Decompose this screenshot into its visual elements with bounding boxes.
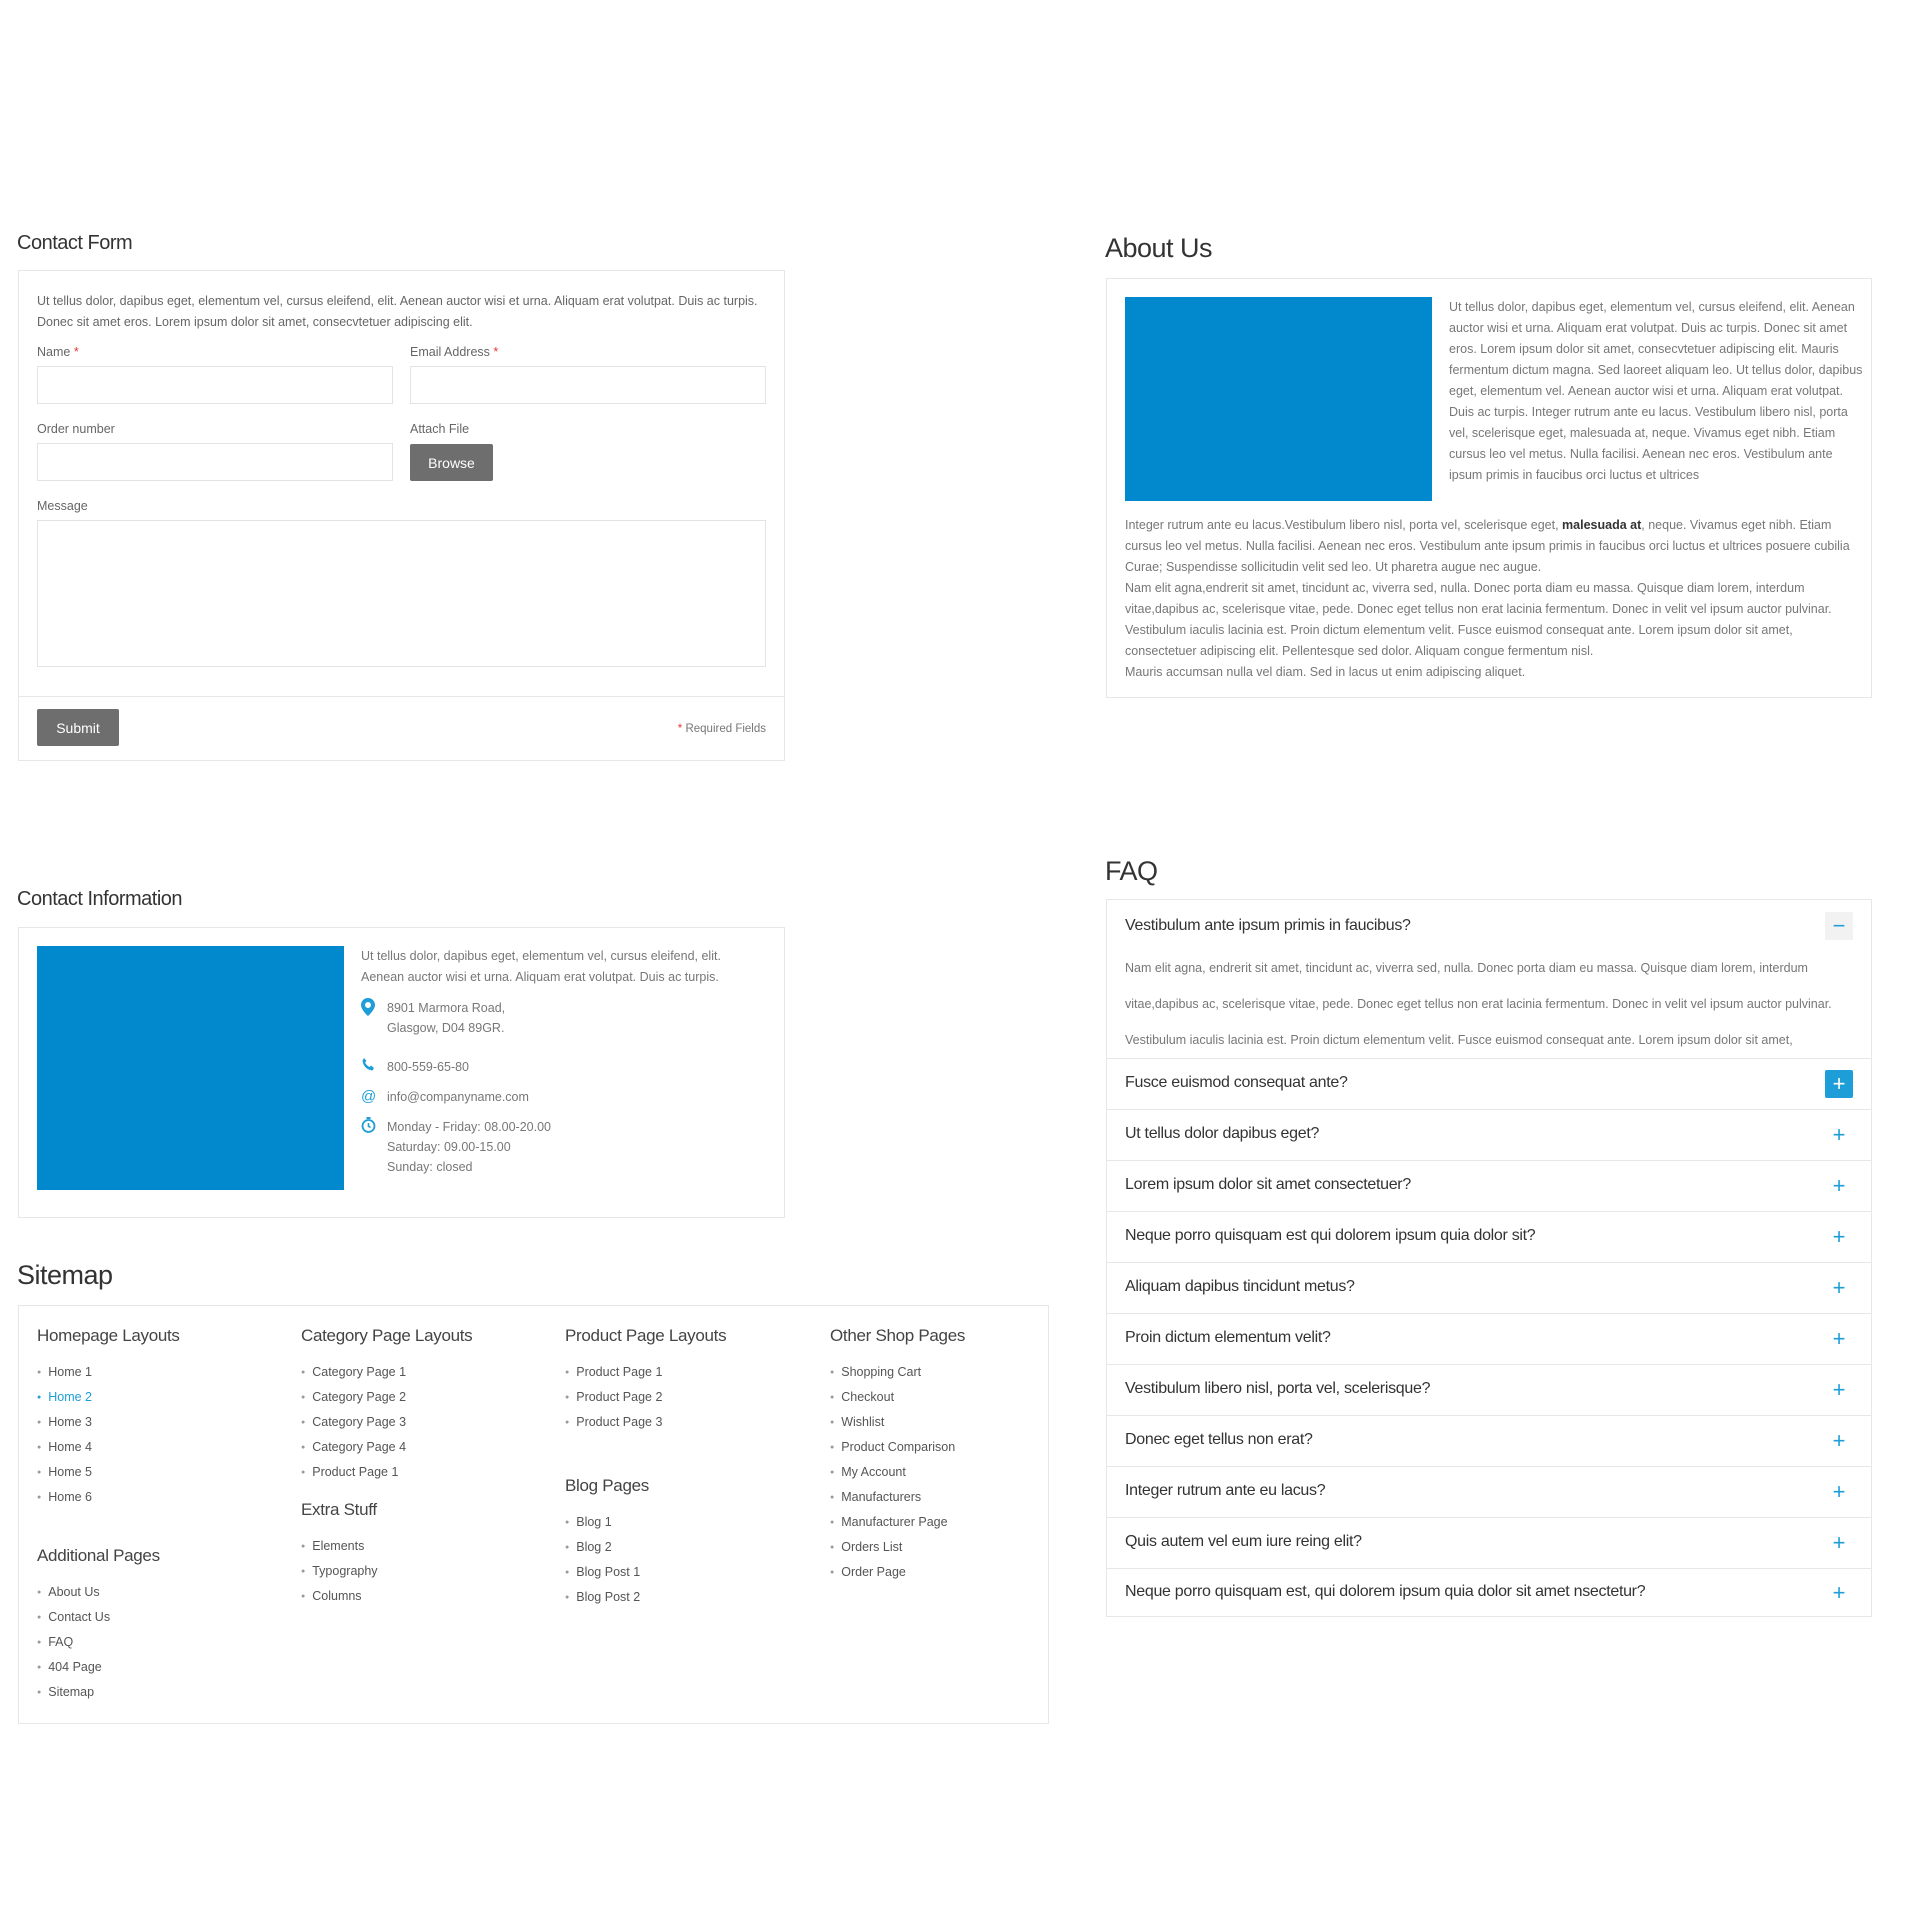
faq-question[interactable]: Integer rutrum ante eu lacus? — [1125, 1482, 1326, 1499]
sitemap-link[interactable]: ● Contact Us — [37, 1605, 160, 1630]
sitemap-link[interactable]: ● Product Page 1 — [301, 1460, 472, 1485]
faq-item[interactable] — [1107, 1161, 1871, 1212]
required-fields-note: * Required Fields — [677, 723, 766, 735]
at-icon: @ — [361, 1088, 377, 1105]
sitemap-link[interactable]: ● Checkout — [830, 1385, 965, 1410]
hours-saturday: Saturday: 09.00-15.00 — [387, 1140, 511, 1154]
sitemap-list-additional — [37, 1580, 160, 1705]
sitemap-link[interactable]: ● Category Page 1 — [301, 1360, 472, 1385]
sitemap-link[interactable]: ● Product Comparison — [830, 1435, 965, 1460]
email-row — [361, 1087, 529, 1107]
sitemap-link[interactable]: ● About Us — [37, 1580, 160, 1605]
sitemap-link-active[interactable]: ● Home 2 — [37, 1385, 180, 1410]
sitemap-heading-blog: Blog Pages — [565, 1476, 649, 1495]
contact-form-panel — [18, 270, 785, 761]
sitemap-link[interactable]: ● Product Page 2 — [565, 1385, 726, 1410]
sitemap-link[interactable]: ● Product Page 1 — [565, 1360, 726, 1385]
sitemap-link[interactable]: ● Category Page 2 — [301, 1385, 472, 1410]
email-address[interactable]: info@companyname.com — [387, 1090, 529, 1104]
map-pin-icon — [361, 998, 387, 1022]
name-label: Name * — [37, 345, 79, 359]
sitemap-link[interactable]: ● Wishlist — [830, 1410, 965, 1435]
submit-button[interactable]: Submit — [37, 709, 119, 746]
sitemap-heading-shop: Other Shop Pages — [830, 1326, 966, 1345]
hours-weekday: Monday - Friday: 08.00-20.00 — [387, 1120, 551, 1134]
phone-row — [361, 1057, 469, 1078]
sitemap-link[interactable]: ● My Account — [830, 1460, 965, 1485]
sitemap-link[interactable]: ● Home 3 — [37, 1410, 180, 1435]
order-number-input[interactable] — [37, 443, 393, 481]
browse-button[interactable]: Browse — [410, 444, 493, 481]
sitemap-link[interactable]: ● FAQ — [37, 1630, 160, 1655]
sitemap-heading-homepage: Homepage Layouts — [37, 1326, 180, 1345]
faq-answer: Nam elit agna, endrerit sit amet, tincidunt ac, viverra sed, nulla. Donec porta diam eu massa. Quisque diam lorem, interdum vitae,dapibus ac, scelerisque vitae, pede. Donec eget tellus non erat lacinia fermentum. Donec in velit vel ipsum auctor pulvinar. Vestibulum iaculis lacinia est. Proin dictum elementum velit. Fusce euismod consequat ante. Lorem ipsum dolor sit amet, — [1125, 961, 1832, 1047]
message-label: Message — [37, 499, 88, 513]
sitemap-link[interactable]: ● Blog 2 — [565, 1535, 649, 1560]
faq-question[interactable]: Neque porro quisquam est qui dolorem ipsum quia dolor sit? — [1125, 1227, 1536, 1244]
sitemap-link[interactable]: ● Sitemap — [37, 1680, 160, 1705]
contact-form-intro: Ut tellus dolor, dapibus eget, elementum vel, cursus eleifend, elit. Aenean auctor wisi et urna. Aliquam erat volutpat. Duis ac turpis. Donec sit amet eros. Lorem ipsum dolor sit amet, consecvtetuer adipiscing elit. — [37, 294, 758, 329]
faq-title: FAQ — [1105, 856, 1158, 886]
faq-question[interactable]: Vestibulum libero nisl, porta vel, scelerisque? — [1125, 1380, 1431, 1397]
address-line-1: 8901 Marmora Road, — [387, 1001, 506, 1015]
sitemap-list-homepage — [37, 1360, 180, 1510]
sitemap-link[interactable]: ● Typography — [301, 1559, 378, 1584]
faq-item[interactable] — [1107, 1212, 1871, 1263]
expand-icon[interactable]: + — [1832, 1530, 1846, 1555]
sitemap-link[interactable]: ● Order Page — [830, 1560, 965, 1585]
contact-form-title: Contact Form — [17, 232, 133, 254]
sitemap-link[interactable]: ● Manufacturer Page — [830, 1510, 965, 1535]
contact-info-title: Contact Information — [17, 888, 183, 910]
contact-info-panel — [18, 927, 785, 1218]
clock-icon — [361, 1117, 387, 1139]
faq-question[interactable]: Fusce euismod consequat ante? — [1125, 1074, 1348, 1091]
expand-icon[interactable]: + — [1832, 1377, 1846, 1402]
sitemap-link[interactable]: ● Shopping Cart — [830, 1360, 965, 1385]
sitemap-col-extra — [301, 1500, 378, 1609]
address-line-2: Glasgow, D04 89GR. — [387, 1021, 505, 1035]
collapse-icon[interactable]: − — [1825, 912, 1853, 940]
form-divider — [19, 696, 784, 697]
faq-question[interactable]: Neque porro quisquam est, qui dolorem ipsum quia dolor sit amet nsectetur? — [1125, 1583, 1646, 1600]
sitemap-col-additional — [37, 1546, 160, 1705]
faq-question[interactable]: Vestibulum ante ipsum primis in faucibus? — [1125, 917, 1411, 934]
faq-question[interactable]: Quis autem vel eum iure reing elit? — [1125, 1533, 1362, 1550]
expand-icon[interactable]: + — [1825, 1070, 1853, 1098]
sitemap-title: Sitemap — [17, 1260, 113, 1290]
about-title: About Us — [1105, 233, 1213, 263]
contact-info-image — [37, 946, 344, 1190]
sitemap-col-product — [565, 1326, 726, 1435]
sitemap-link[interactable]: ● Elements — [301, 1534, 378, 1559]
email-input[interactable] — [410, 366, 766, 404]
sitemap-link[interactable]: ● Manufacturers — [830, 1485, 965, 1510]
phone-icon — [361, 1057, 387, 1078]
contact-info-intro: Ut tellus dolor, dapibus eget, elementum vel, cursus eleifend, elit. Aenean auctor wisi et urna. Aliquam erat volutpat. Duis ac turpis. — [361, 949, 721, 984]
order-number-label: Order number — [37, 422, 115, 436]
faq-item[interactable] — [1107, 1518, 1871, 1569]
faq-item[interactable] — [1107, 1569, 1871, 1618]
about-panel — [1106, 278, 1872, 698]
expand-icon[interactable]: + — [1832, 1122, 1846, 1147]
about-side-text: Ut tellus dolor, dapibus eget, elementum vel, cursus eleifend, elit. Aenean auctor wisi et urna. Aliquam erat volutpat. Duis ac turpis. Donec sit amet eros. Lorem ipsum dolor sit amet, consecvtetuer adipiscing elit. Mauris fermentum dictum magna. Sed laoreet aliquam leo. Ut tellus dolor, dapibus eget, elementum vel. Aenean auctor wisi et urna. Aliquam erat volutpat. Duis ac turpis. Integer rutrum ante eu lacus. Vestibulum libero nisl, porta vel, scelerisque eget, malesuada at, neque. Vivamus eget nibh. Etiam cursus leo vel metus. Nulla facilisi. Aenean nec eros. Vestibulum ante ipsum primis in faucibus orci luctus et ultrices — [1449, 300, 1863, 482]
sitemap-link[interactable]: ● Home 6 — [37, 1485, 180, 1510]
expand-icon[interactable]: + — [1832, 1224, 1846, 1249]
message-textarea[interactable] — [37, 520, 766, 667]
sitemap-link[interactable]: ● Orders List — [830, 1535, 965, 1560]
sitemap-link[interactable]: ● Home 1 — [37, 1360, 180, 1385]
sitemap-heading-category: Category Page Layouts — [301, 1326, 473, 1345]
faq-question[interactable]: Lorem ipsum dolor sit amet consectetuer? — [1125, 1176, 1411, 1193]
sitemap-link[interactable]: ● Product Page 3 — [565, 1410, 726, 1435]
sitemap-list-extra — [301, 1534, 378, 1609]
faq-question[interactable]: Proin dictum elementum velit? — [1125, 1329, 1331, 1346]
sitemap-link[interactable]: ● Columns — [301, 1584, 378, 1609]
sitemap-panel — [18, 1305, 1049, 1724]
attach-file-label: Attach File — [410, 422, 470, 436]
hours-sunday: Sunday: closed — [387, 1160, 473, 1174]
hours-row — [361, 1117, 551, 1177]
address-row — [361, 998, 505, 1038]
expand-icon[interactable]: + — [1832, 1580, 1846, 1605]
sitemap-link[interactable]: ● Category Page 3 — [301, 1410, 472, 1435]
sitemap-link[interactable]: ● Category Page 4 — [301, 1435, 472, 1460]
sitemap-col-blog — [565, 1476, 649, 1610]
about-image — [1125, 297, 1432, 501]
faq-item[interactable] — [1107, 1263, 1871, 1314]
sitemap-col-shop — [830, 1326, 965, 1585]
faq-panel — [1106, 899, 1872, 1617]
expand-icon[interactable]: + — [1832, 1326, 1846, 1351]
sitemap-link[interactable]: ● Blog Post 1 — [565, 1560, 649, 1585]
sitemap-link[interactable]: ● 404 Page — [37, 1655, 160, 1680]
faq-item[interactable] — [1107, 1365, 1871, 1416]
sitemap-link[interactable]: ● Home 5 — [37, 1460, 180, 1485]
expand-icon[interactable]: + — [1832, 1428, 1846, 1453]
faq-question[interactable]: Ut tellus dolor dapibus eget? — [1125, 1125, 1320, 1142]
faq-question[interactable]: Aliquam dapibus tincidunt metus? — [1125, 1278, 1355, 1295]
name-input[interactable] — [37, 366, 393, 404]
email-label: Email Address * — [410, 345, 499, 359]
sitemap-link[interactable]: ● Blog Post 2 — [565, 1585, 649, 1610]
sitemap-list-shop — [830, 1360, 965, 1585]
sitemap-col-category — [301, 1326, 472, 1485]
expand-icon[interactable]: + — [1832, 1479, 1846, 1504]
faq-question[interactable]: Donec eget tellus non erat? — [1125, 1431, 1313, 1448]
sitemap-list-product — [565, 1360, 726, 1435]
sitemap-col-homepage — [37, 1326, 180, 1510]
faq-item[interactable] — [1107, 1110, 1871, 1161]
about-body-text: Integer rutrum ante eu lacus.Vestibulum libero nisl, porta vel, scelerisque eget, malesuada at, neque. Vivamus eget nibh. Etiam cursus leo vel metus. Nulla facilisi. Aenean nec eros. Vestibulum ante ipsum primis in faucibus orci luctus et ultrices posuere cubilia Curae; Suspendisse sollicitudin velit sed leo. Ut pharetra augue nec augue. Nam elit agna,endrerit sit amet, tincidunt ac, viverra sed, nulla. Donec porta diam eu massa. Quisque diam lorem, interdum vitae,dapibus ac, scelerisque vitae, pede. Donec eget tellus non erat lacinia fermentum. Donec in velit vel ipsum auctor pulvinar. Vestibulum iaculis lacinia est. Proin dictum elementum velit. Fusce euismod consequat ante. Lorem ipsum dolor sit amet, consectetuer adipiscing elit. Pellentesque sed dolor. Aliquam congue fermentum nisl. Mauris accumsan nulla vel diam. Sed in lacus ut enim adipiscing aliquet. — [1125, 518, 1850, 679]
expand-icon[interactable]: + — [1832, 1275, 1846, 1300]
sitemap-list-blog — [565, 1510, 649, 1610]
sitemap-link[interactable]: ● Home 4 — [37, 1435, 180, 1460]
faq-item[interactable] — [1107, 1467, 1871, 1518]
sitemap-heading-additional: Additional Pages — [37, 1546, 160, 1565]
expand-icon[interactable]: + — [1832, 1173, 1846, 1198]
sitemap-heading-extra: Extra Stuff — [301, 1500, 377, 1519]
phone-number: 800-559-65-80 — [387, 1060, 470, 1074]
faq-item[interactable] — [1107, 1314, 1871, 1365]
faq-item[interactable] — [1107, 1416, 1871, 1467]
sitemap-link[interactable]: ● Blog 1 — [565, 1510, 649, 1535]
faq-item-open — [1107, 900, 1871, 1059]
sitemap-list-category — [301, 1360, 472, 1485]
faq-item[interactable] — [1107, 1059, 1871, 1110]
sitemap-heading-product: Product Page Layouts — [565, 1326, 727, 1345]
